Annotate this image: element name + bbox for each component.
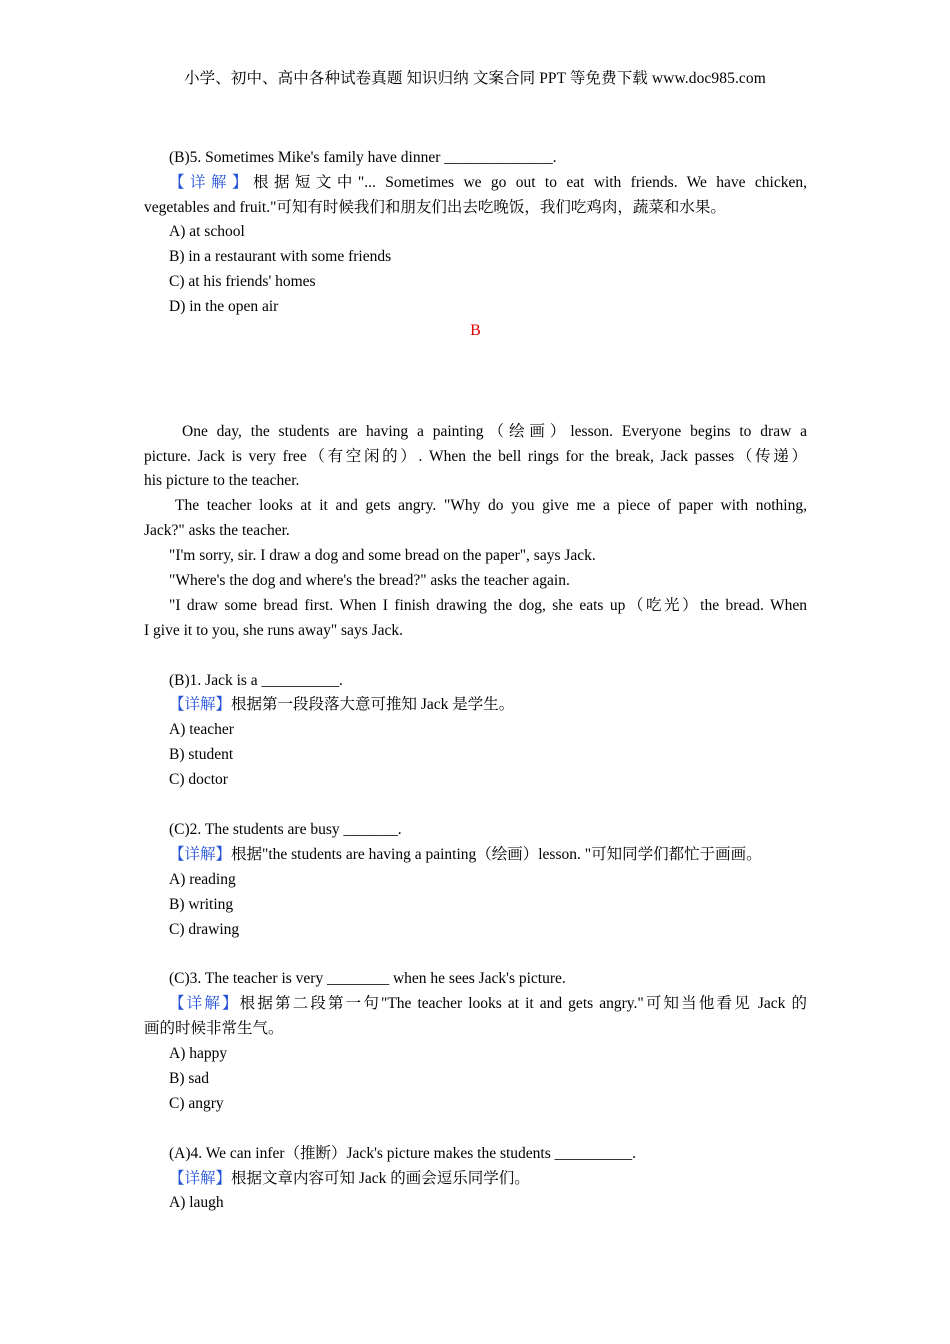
explanation-tag: 【详解】 [169,846,232,863]
question-4-prompt: (A)4. We can infer（推断）Jack's picture makes the students __________. [169,1145,637,1162]
question-3-option-b: B) sad [169,1070,210,1087]
question-1-explanation: 【详解】根据第一段段落大意可推知 Jack 是学生。 [169,696,515,713]
question-2-option-c: C) drawing [169,921,240,938]
passage-p4: "Where's the dog and where's the bread?" asks the teacher again. [169,572,570,589]
question-1-option-c: C) doctor [169,771,228,788]
question-5-option-a: A) at school [169,223,245,240]
question-2-explanation: 【详解】根据"the students are having a painting（绘画）lesson. "可知同学们都忙于画画。 [169,846,762,863]
question-5-explanation-line-2: vegetables and fruit."可知有时候我们和朋友们出去吃晚饭，我们吃鸡肉，蔬菜和水果。 [144,199,726,216]
question-3-explanation-line-1: 【详解】根据第二段第一句"The teacher looks at it and gets angry."可知当他看见 Jack 的 [169,995,807,1012]
passage-p5-line-2: I give it to you, she runs away" says Jack. [144,622,404,639]
question-5-option-b: B) in a restaurant with some friends [169,248,392,265]
question-3-option-a: A) happy [169,1045,228,1062]
passage-p1-line-2: picture. Jack is very free（有空闲的）. When the bell rings for the break, Jack passes（传递） [144,448,807,465]
passage-p1-line-1: One day, the students are having a painting（绘画）lesson. Everyone begins to draw a [182,423,807,440]
question-5-explanation-line-1: 【详解】根据短文中"... Sometimes we go out to eat with friends. We have chicken, [169,174,807,191]
question-4-option-a: A) laugh [169,1194,224,1211]
question-5-prompt: (B)5. Sometimes Mike's family have dinner ______________. [169,149,557,166]
question-3-explanation-line-2: 画的时候非常生气。 [144,1020,284,1037]
explanation-tag: 【详解】 [169,696,232,713]
explanation-tag: 【详解】 [169,995,240,1012]
question-1-prompt: (B)1. Jack is a __________. [169,672,343,689]
passage-p1-line-3: his picture to the teacher. [144,472,300,489]
question-3-prompt: (C)3. The teacher is very ________ when he sees Jack's picture. [169,970,566,987]
question-2-prompt: (C)2. The students are busy _______. [169,821,402,838]
question-2-option-a: A) reading [169,871,236,888]
question-2-option-b: B) writing [169,896,234,913]
explanation-tag: 【详解】 [169,174,253,191]
question-4-explanation: 【详解】根据文章内容可知 Jack 的画会逗乐同学们。 [169,1170,530,1187]
question-3-option-c: C) angry [169,1095,224,1112]
question-1-option-a: A) teacher [169,721,234,738]
passage-p2-line-1: The teacher looks at it and gets angry. "Why do you give me a piece of paper with nothing, [175,497,807,514]
question-1-option-b: B) student [169,746,234,763]
question-5-option-c: C) at his friends' homes [169,273,316,290]
page-header: 小学、初中、高中各种试卷真题 知识归纳 文案合同 PPT 等免费下载 www.doc985.com [184,70,766,87]
explanation-tag: 【详解】 [169,1170,232,1187]
passage-p3: "I'm sorry, sir. I draw a dog and some bread on the paper", says Jack. [169,547,596,564]
passage-p2-line-2: Jack?" asks the teacher. [144,522,290,539]
passage-p5-line-1: "I draw some bread first. When I finish drawing the dog, she eats up（吃光）the bread. When [169,597,807,614]
question-5-option-d: D) in the open air [169,298,279,315]
section-label: B [470,322,481,339]
